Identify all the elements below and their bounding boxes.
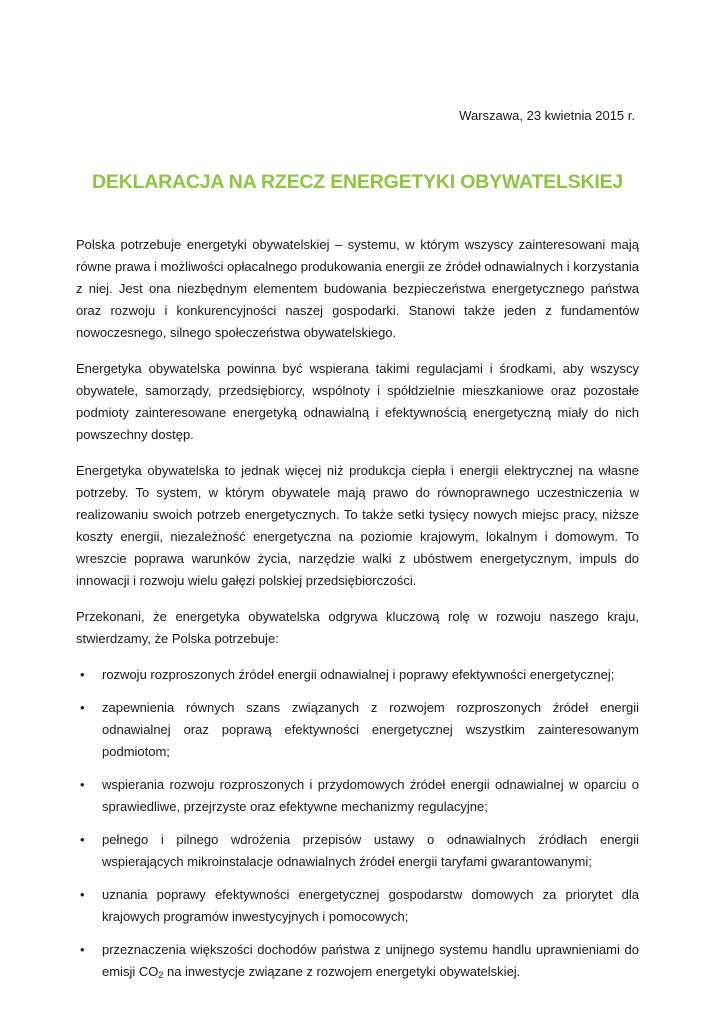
list-item-text: wspierania rozwoju rozproszonych i przydomowych źródeł energii odnawialnej w oparciu o sprawiedliwe, przejrzyste oraz efektywne mechanizmy regulacyjne; <box>102 777 639 814</box>
list-item <box>76 884 639 928</box>
bullet-icon: • <box>80 887 85 902</box>
co2-subscript: 2 <box>158 970 164 980</box>
list-item <box>76 939 639 986</box>
list-item <box>76 829 639 873</box>
list-item-text-part: przeznaczenia większości dochodów państwa z unijnego systemu handlu uprawnieniami do emisji CO <box>102 942 639 979</box>
paragraph: Energetyka obywatelska powinna być wspierana takimi regulacjami i środkami, aby wszyscy obywatele, samorządy, przedsiębiorcy, wspólnoty i spółdzielnie mieszkaniowe oraz pozostałe podmioty zainteresowane energetyką odnawialną i efektywnością energetyczną miały do nich powszechny dostęp. <box>76 361 639 442</box>
list-item <box>76 774 639 818</box>
bullet-icon: • <box>80 832 85 847</box>
paragraph: Energetyka obywatelska to jednak więcej niż produkcja ciepła i energii elektrycznej na własne potrzeby. To system, w którym obywatele mają prawo do równoprawnego uczestniczenia w realizowaniu swoich potrzeb energetycznych. To także setki tysięcy nowych miejsc pracy, niższe koszty energii, niezależność energetyczna na poziomie krajowym, lokalnym i domowym. To wreszcie poprawa warunków życia, narzędzie walki z ubóstwem energetycznym, impuls do innowacji i rozwoju wielu gałęzi polskiej przedsiębiorczości. <box>76 463 639 588</box>
bullet-icon: • <box>80 700 85 715</box>
document-date: Warszawa, 23 kwietnia 2015 r. <box>459 108 635 123</box>
bullet-icon: • <box>80 777 85 792</box>
list-item-text: zapewnienia równych szans związanych z rozwojem rozproszonych źródeł energii odnawialnej oraz poprawą efektywności energetycznej wszystkim zainteresowanym podmiotom; <box>102 700 639 759</box>
bullet-icon: • <box>80 942 85 957</box>
list-item-text: uznania poprawy efektywności energetycznej gospodarstw domowych za priorytet dla krajowych programów inwestycyjnych i pomocowych; <box>102 887 639 924</box>
list-item-text <box>102 942 639 979</box>
paragraph: Przekonani, że energetyka obywatelska odgrywa kluczową rolę w rozwoju naszego kraju, stwierdzamy, że Polska potrzebuje: <box>76 609 639 646</box>
paragraph: Polska potrzebuje energetyki obywatelskiej – systemu, w którym wszyscy zainteresowani mają równe prawa i możliwości opłacalnego produkowania energii ze źródeł odnawialnych i korzystania z niej. Jest ona niezbędnym elementem budowania bezpieczeństwa energetycznego państwa oraz rozwoju i konkurencyjności naszej gospodarki. Stanowi także jeden z fundamentów nowoczesnego, silnego społeczeństwa obywatelskiego. <box>76 237 639 340</box>
list-item-text: rozwoju rozproszonych źródeł energii odnawialnej i poprawy efektywności energetycznej; <box>102 667 615 682</box>
list-item <box>76 664 639 686</box>
list-item <box>76 697 639 763</box>
list-item-text-part: na inwestycje związane z rozwojem energetyki obywatelskiej. <box>163 964 521 979</box>
bullet-icon: • <box>80 667 85 682</box>
document-title: DEKLARACJA NA RZECZ ENERGETYKI OBYWATELSKIEJ <box>91 171 624 193</box>
document-body <box>76 234 639 997</box>
list-item-text: pełnego i pilnego wdrożenia przepisów ustawy o odnawialnych źródłach energii wspierających mikroinstalacje odnawialnych źródeł energii taryfami gwarantowanymi; <box>102 832 639 869</box>
demands-list <box>76 664 639 986</box>
